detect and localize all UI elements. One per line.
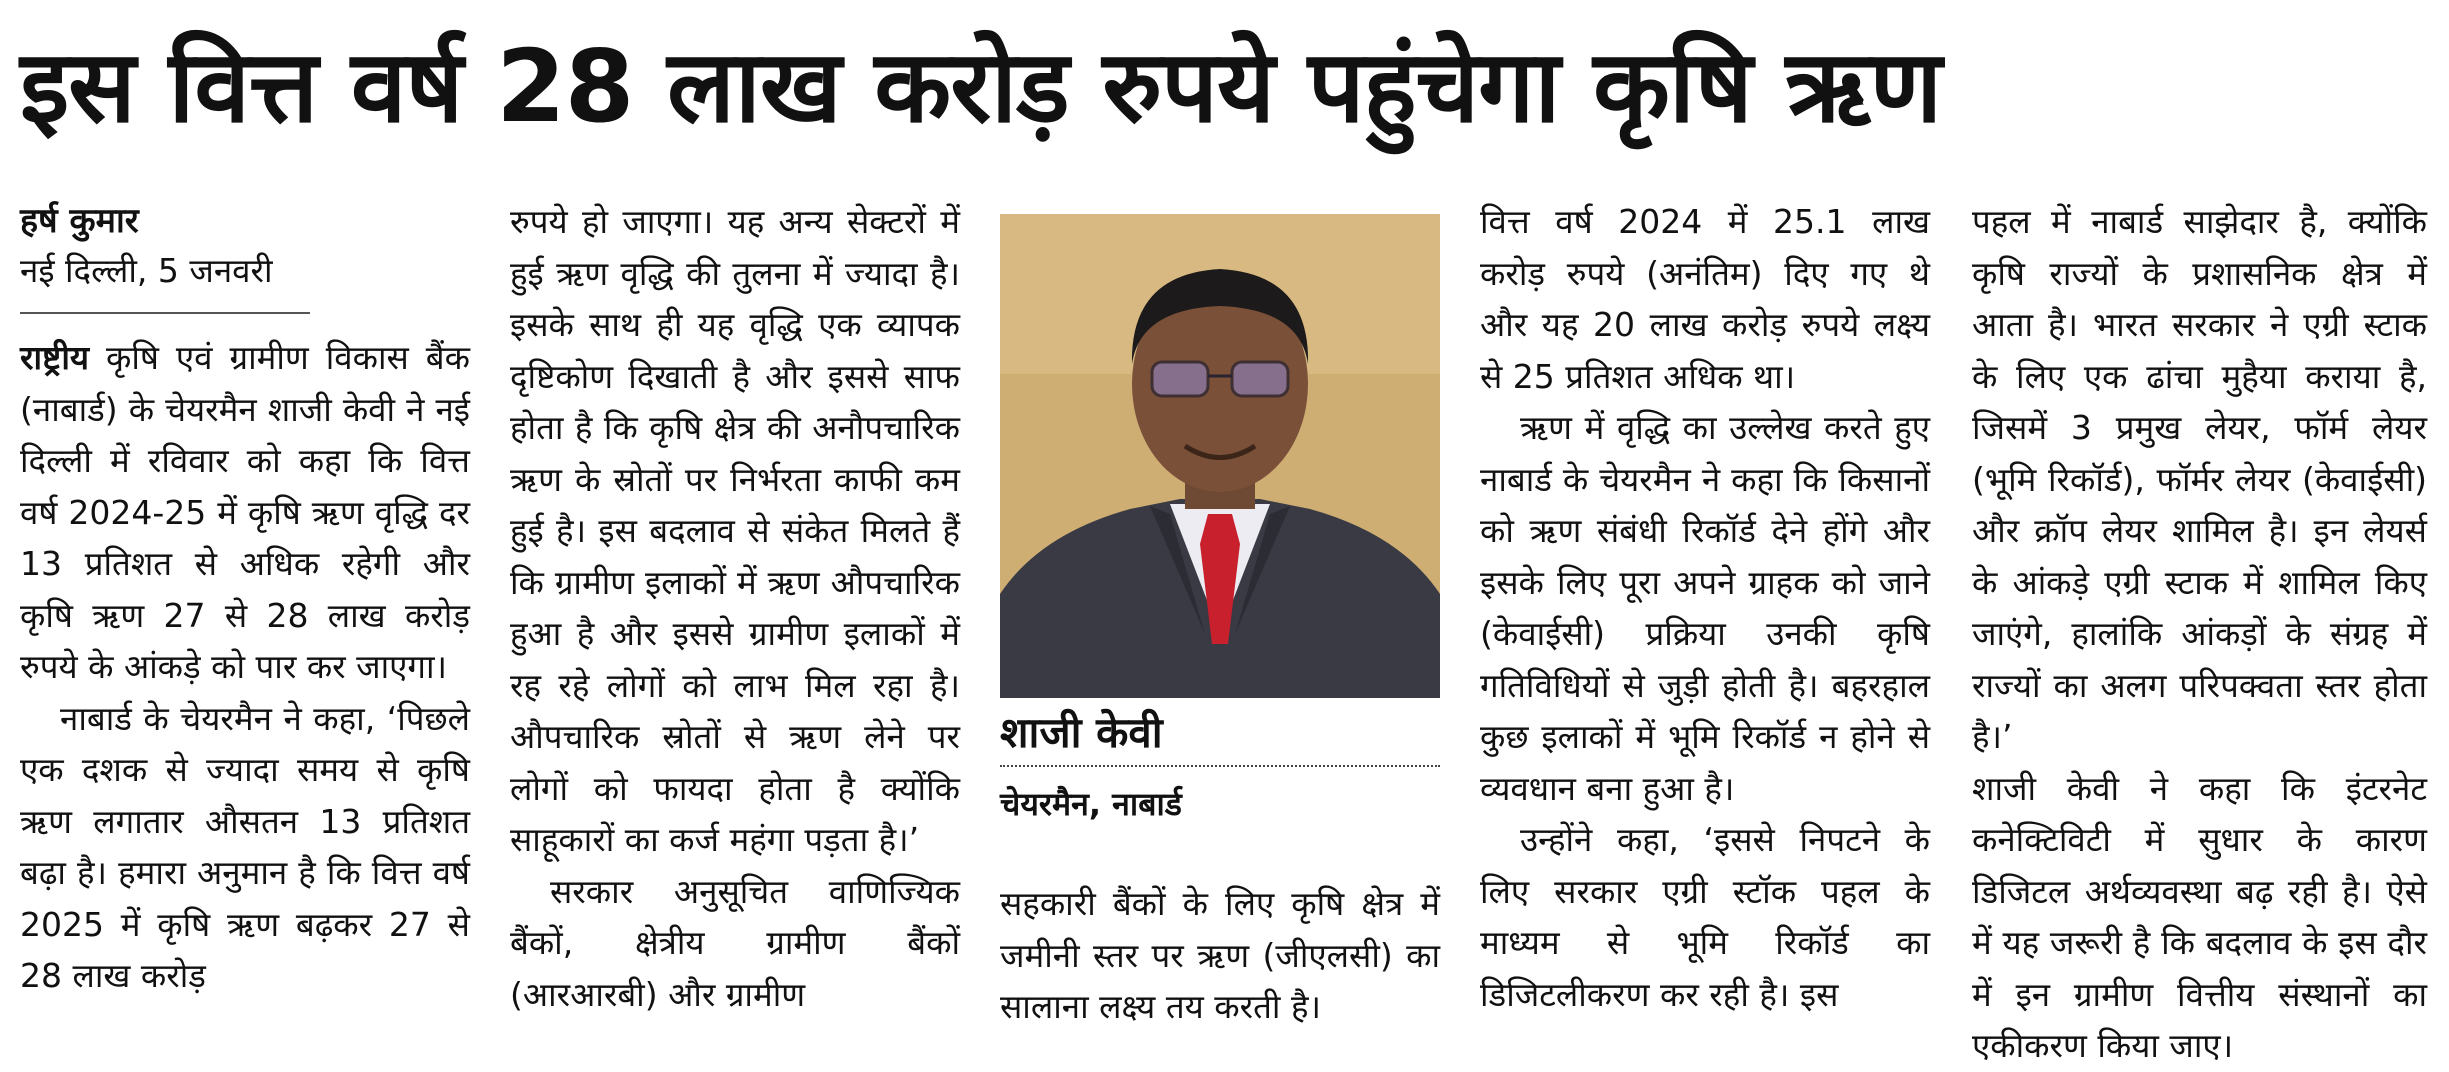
column-3 [1000, 878, 1440, 1033]
portrait-photo [1000, 214, 1440, 698]
col2-paragraph-1: रुपये हो जाएगा। यह अन्य सेक्टरों में हुई ऋण वृद्धि की तुलना में ज्यादा है। इसके साथ ही यह वृद्धि एक व्यापक दृष्टिकोण दिखाती है और इससे साफ होता है कि कृषि क्षेत्र की अनौपचारिक ऋण के स्रोतों पर निर्भरता काफी कम हुई है। इस बदलाव से संकेत मिलते हैं कि ग्रामीण इलाकों में ऋण औपचारिक हुआ है और इससे ग्रामीण इलाकों में रह रहे लोगों को लाभ मिल रहा है। औपचारिक स्रोतों से ऋण लेने पर लोगों को फायदा होता है क्योंकि साहूकारों का कर्ज महंगा पड़ता है।’ [510, 202, 960, 859]
col1-paragraph-1-text: कृषि एवं ग्रामीण विकास बैंक (नाबार्ड) के चेयरमैन शाजी केवी ने नई दिल्ली में रविवार को कहा कि वित्त वर्ष 2024-25 में कृषि ऋण वृद्धि दर 13 प्रतिशत से अधिक रहेगी और कृषि ऋण 27 से 28 लाख करोड़ रुपये के आंकड़े को पार कर जाएगा। [20, 338, 470, 686]
byline-author: हर्ष कुमार [20, 201, 139, 241]
headline: इस वित्त वर्ष 28 लाख करोड़ रुपये पहुंचेगा कृषि ऋण [20, 28, 1942, 145]
col5-paragraph-2: शाजी केवी ने कहा कि इंटरनेट कनेक्टिविटी में सुधार के कारण डिजिटल अर्थव्यवस्था बढ़ रही है। ऐसे में यह जरूरी है कि बदलाव के इस दौर में इन ग्रामीण वित्तीय संस्थानों का एकीकरण किया जाए। [1972, 768, 2427, 1065]
col2-paragraph-2: सरकार अनुसूचित वाणिज्यिक बैंकों, क्षेत्रीय ग्रामीण बैंकों (आरआरबी) और ग्रामीण [510, 871, 960, 1014]
column-2 [510, 196, 960, 1020]
photo-caption-name: शाजी केवी [1000, 705, 1440, 767]
lead-word: राष्ट्रीय [20, 338, 90, 377]
byline-place-date: नई दिल्ली, 5 जनवरी [20, 251, 273, 290]
col3-paragraph-1: सहकारी बैंकों के लिए कृषि क्षेत्र में जमीनी स्तर पर ऋण (जीएलसी) का सालाना लक्ष्य तय करती है। [1000, 884, 1440, 1026]
column-5 [1972, 196, 2427, 1072]
col4-paragraph-3: उन्होंने कहा, ‘इससे निपटने के लिए सरकार एग्री स्टॉक पहल के माध्यम से भूमि रिकॉर्ड का डिजिटलीकरण कर रही है। इस [1480, 820, 1930, 1014]
col5-paragraph-1: पहल में नाबार्ड साझेदार है, क्योंकि कृषि राज्यों के प्रशासनिक क्षेत्र में आता है। भारत सरकार ने एग्री स्टाक के लिए एक ढांचा मुहैया कराया है, जिसमें 3 प्रमुख लेयर, फॉर्म लेयर (भूमि रिकॉर्ड), फॉर्मर लेयर (केवाईसी) और क्रॉप लेयर शामिल है। इन लेयर्स के आंकड़े एग्री स्टाक में शामिल किए जाएंगे, हालांकि आंकड़ों के संग्रह में राज्यों का अलग परिपक्वता स्तर होता है।’ [1972, 202, 2427, 756]
col4-paragraph-2: ऋण में वृद्धि का उल्लेख करते हुए नाबार्ड के चेयरमैन ने कहा कि किसानों को ऋण संबंधी रिकॉर्ड देने होंगे और इसके लिए पूरा अपने ग्राहक को जाने (केवाईसी) प्रक्रिया उनकी कृषि गतिविधियों से जुड़ी होती है। बहरहाल कुछ इलाकों में भूमि रिकॉर्ड न होने से व्यवधान बना हुआ है। [1480, 408, 1930, 808]
col1-paragraph-1 [20, 332, 470, 693]
column-4 [1480, 196, 1930, 1020]
byline-divider [20, 312, 310, 314]
column-1 [20, 196, 470, 1002]
col1-paragraph-2: नाबार्ड के चेयरमैन ने कहा, ‘पिछले एक दशक से ज्यादा समय से कृषि ऋण लगातार औसतन 13 प्रतिशत बढ़ा है। हमारा अनुमान है कि वित्त वर्ष 2025 में कृषि ऋण बढ़कर 27 से 28 लाख करोड़ [20, 698, 470, 995]
photo-caption-title: चेयरमैन, नाबार्ड [1000, 785, 1182, 823]
col4-paragraph-1: वित्त वर्ष 2024 में 25.1 लाख करोड़ रुपये (अनंतिम) दिए गए थे और यह 20 लाख करोड़ रुपये लक्ष्य से 25 प्रतिशत अधिक था। [1480, 202, 1930, 396]
portrait-illustration [1000, 214, 1440, 698]
